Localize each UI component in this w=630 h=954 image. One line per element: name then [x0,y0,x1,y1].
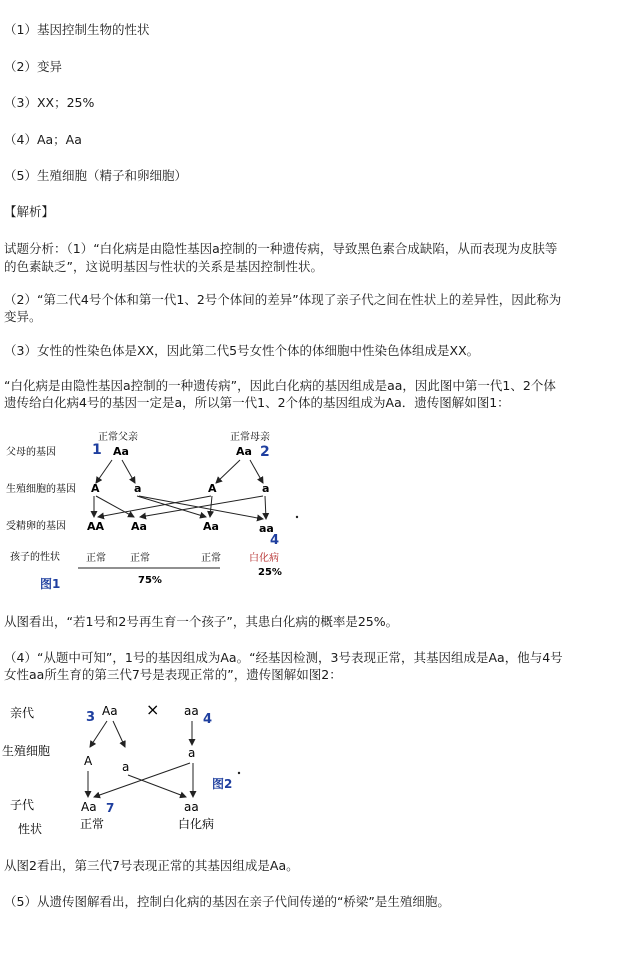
row-label-zygotes: 受精卵的基因 [6,521,66,532]
offspring-number: 7 [106,801,115,815]
zygote-AA: AA [87,520,105,533]
gamete-to-zygote-arrows [94,496,266,519]
trait-normal-3: 正常 [201,553,221,564]
text-line: （2）“第二代4号个体和第一代1、2号个体间的差异”体现了亲子代之间在性状上的差异性，因此称为 [4,292,562,307]
text-line: （4）“从题中可知”，1号的基因组成为Aa。“经基因检测，3号表现正常，其基因组成是Aa，他与4号 [4,650,563,665]
trait-albino: 白化病 [249,553,279,564]
offspring-aa: aa [184,800,199,814]
gamete-to-offspring-arrows [88,763,193,797]
period-dot [296,516,298,518]
zygote-Aa-1: Aa [131,520,147,533]
answer-1: （1）基因控制生物的性状 [4,22,150,37]
gamete-a-father: a [122,760,130,774]
parent-3-number: 3 [86,710,96,725]
parent-3-genotype: Aa [102,704,118,718]
father-number: 1 [92,442,102,458]
text-line: 女性aa所生育的第三代7号是表现正常的”，遗传图解如图2： [4,667,342,682]
percent-normal: 75% [138,575,162,586]
parent-to-gamete-arrows [90,721,192,747]
trait-normal-2: 正常 [130,553,150,564]
figure-2-caption: 图2 [212,777,233,791]
answer-4: （4）Aa；Aa [4,132,82,147]
father-label: 正常父亲 [98,432,138,443]
text-line: 的色素缺乏”，这说明基因与性状的关系是基因控制性状。 [4,259,323,274]
row-label-traits: 孩子的性状 [10,552,60,563]
text-line: “白化病是由隐性基因a控制的一种遗传病”，因此白化病的基因组成是aa，因此图中第一代1、2个体 [4,378,556,393]
mother-genotype: Aa [236,445,252,458]
gamete-A-father: A [91,482,100,495]
analysis-paragraph-8: （5）从遗传图解看出，控制白化病的基因在亲子代间传递的“桥梁”是生殖细胞。 [4,894,450,909]
zygote-Aa-2: Aa [203,520,219,533]
inheritance-diagram-1 [0,422,310,597]
text-line: 试题分析：（1）“白化病是由隐性基因a控制的一种遗传病，导致黑色素合成缺陷，从而表现为皮肤等 [4,241,558,256]
row-label-gametes: 生殖细胞的基因 [6,484,76,495]
trait-normal: 正常 [80,817,105,831]
row-label-gametes: 生殖细胞 [2,744,51,758]
gamete-a-father: a [134,482,142,495]
parent-4-genotype: aa [184,704,199,718]
zygote-aa: aa [259,522,274,535]
mother-label: 正常母亲 [230,432,270,443]
cross-symbol: × [146,700,160,719]
text-line: 遗传给白化病4号的基因一定是a，所以第一代1、2个体的基因组成为Aa．遗传图解如图1： [4,395,510,410]
analysis-heading: 【解析】 [4,204,55,219]
parent-4-number: 4 [203,712,213,727]
answer-2: （2）变异 [4,59,62,74]
gamete-a-mother: a [262,482,270,495]
row-label-traits: 性状 [18,822,43,836]
offspring-Aa: Aa [81,800,97,814]
inheritance-diagram-2 [0,693,260,843]
period-dot [238,772,240,774]
child-number: 4 [270,533,280,548]
analysis-paragraph-3: （3）女性的性染色体是XX，因此第二代5号女性个体的体细胞中性染色体组成是XX。 [4,343,480,358]
gamete-a-mother: a [188,746,196,760]
analysis-paragraph-5: 从图看出，“若1号和2号再生育一个孩子”，其患白化病的概率是25%。 [4,614,399,629]
trait-albino: 白化病 [178,817,215,831]
analysis-paragraph-7: 从图2看出，第三代7号表现正常的其基因组成是Aa。 [4,858,299,873]
father-genotype: Aa [113,445,129,458]
parent-to-gamete-arrows [96,460,263,483]
text-line: 变异。 [4,309,42,324]
gamete-A: A [84,754,93,768]
mother-number: 2 [260,444,270,460]
row-label-parents: 父母的基因 [6,447,56,458]
gamete-A-mother: A [208,482,217,495]
answer-3: （3）XX；25% [4,95,95,110]
row-label-parents: 亲代 [10,706,35,720]
answer-5: （5）生殖细胞（精子和卵细胞） [4,168,187,183]
row-label-offspring: 子代 [10,798,35,812]
trait-normal-1: 正常 [86,553,106,564]
figure-1-caption: 图1 [40,577,61,591]
percent-albino: 25% [258,567,282,578]
